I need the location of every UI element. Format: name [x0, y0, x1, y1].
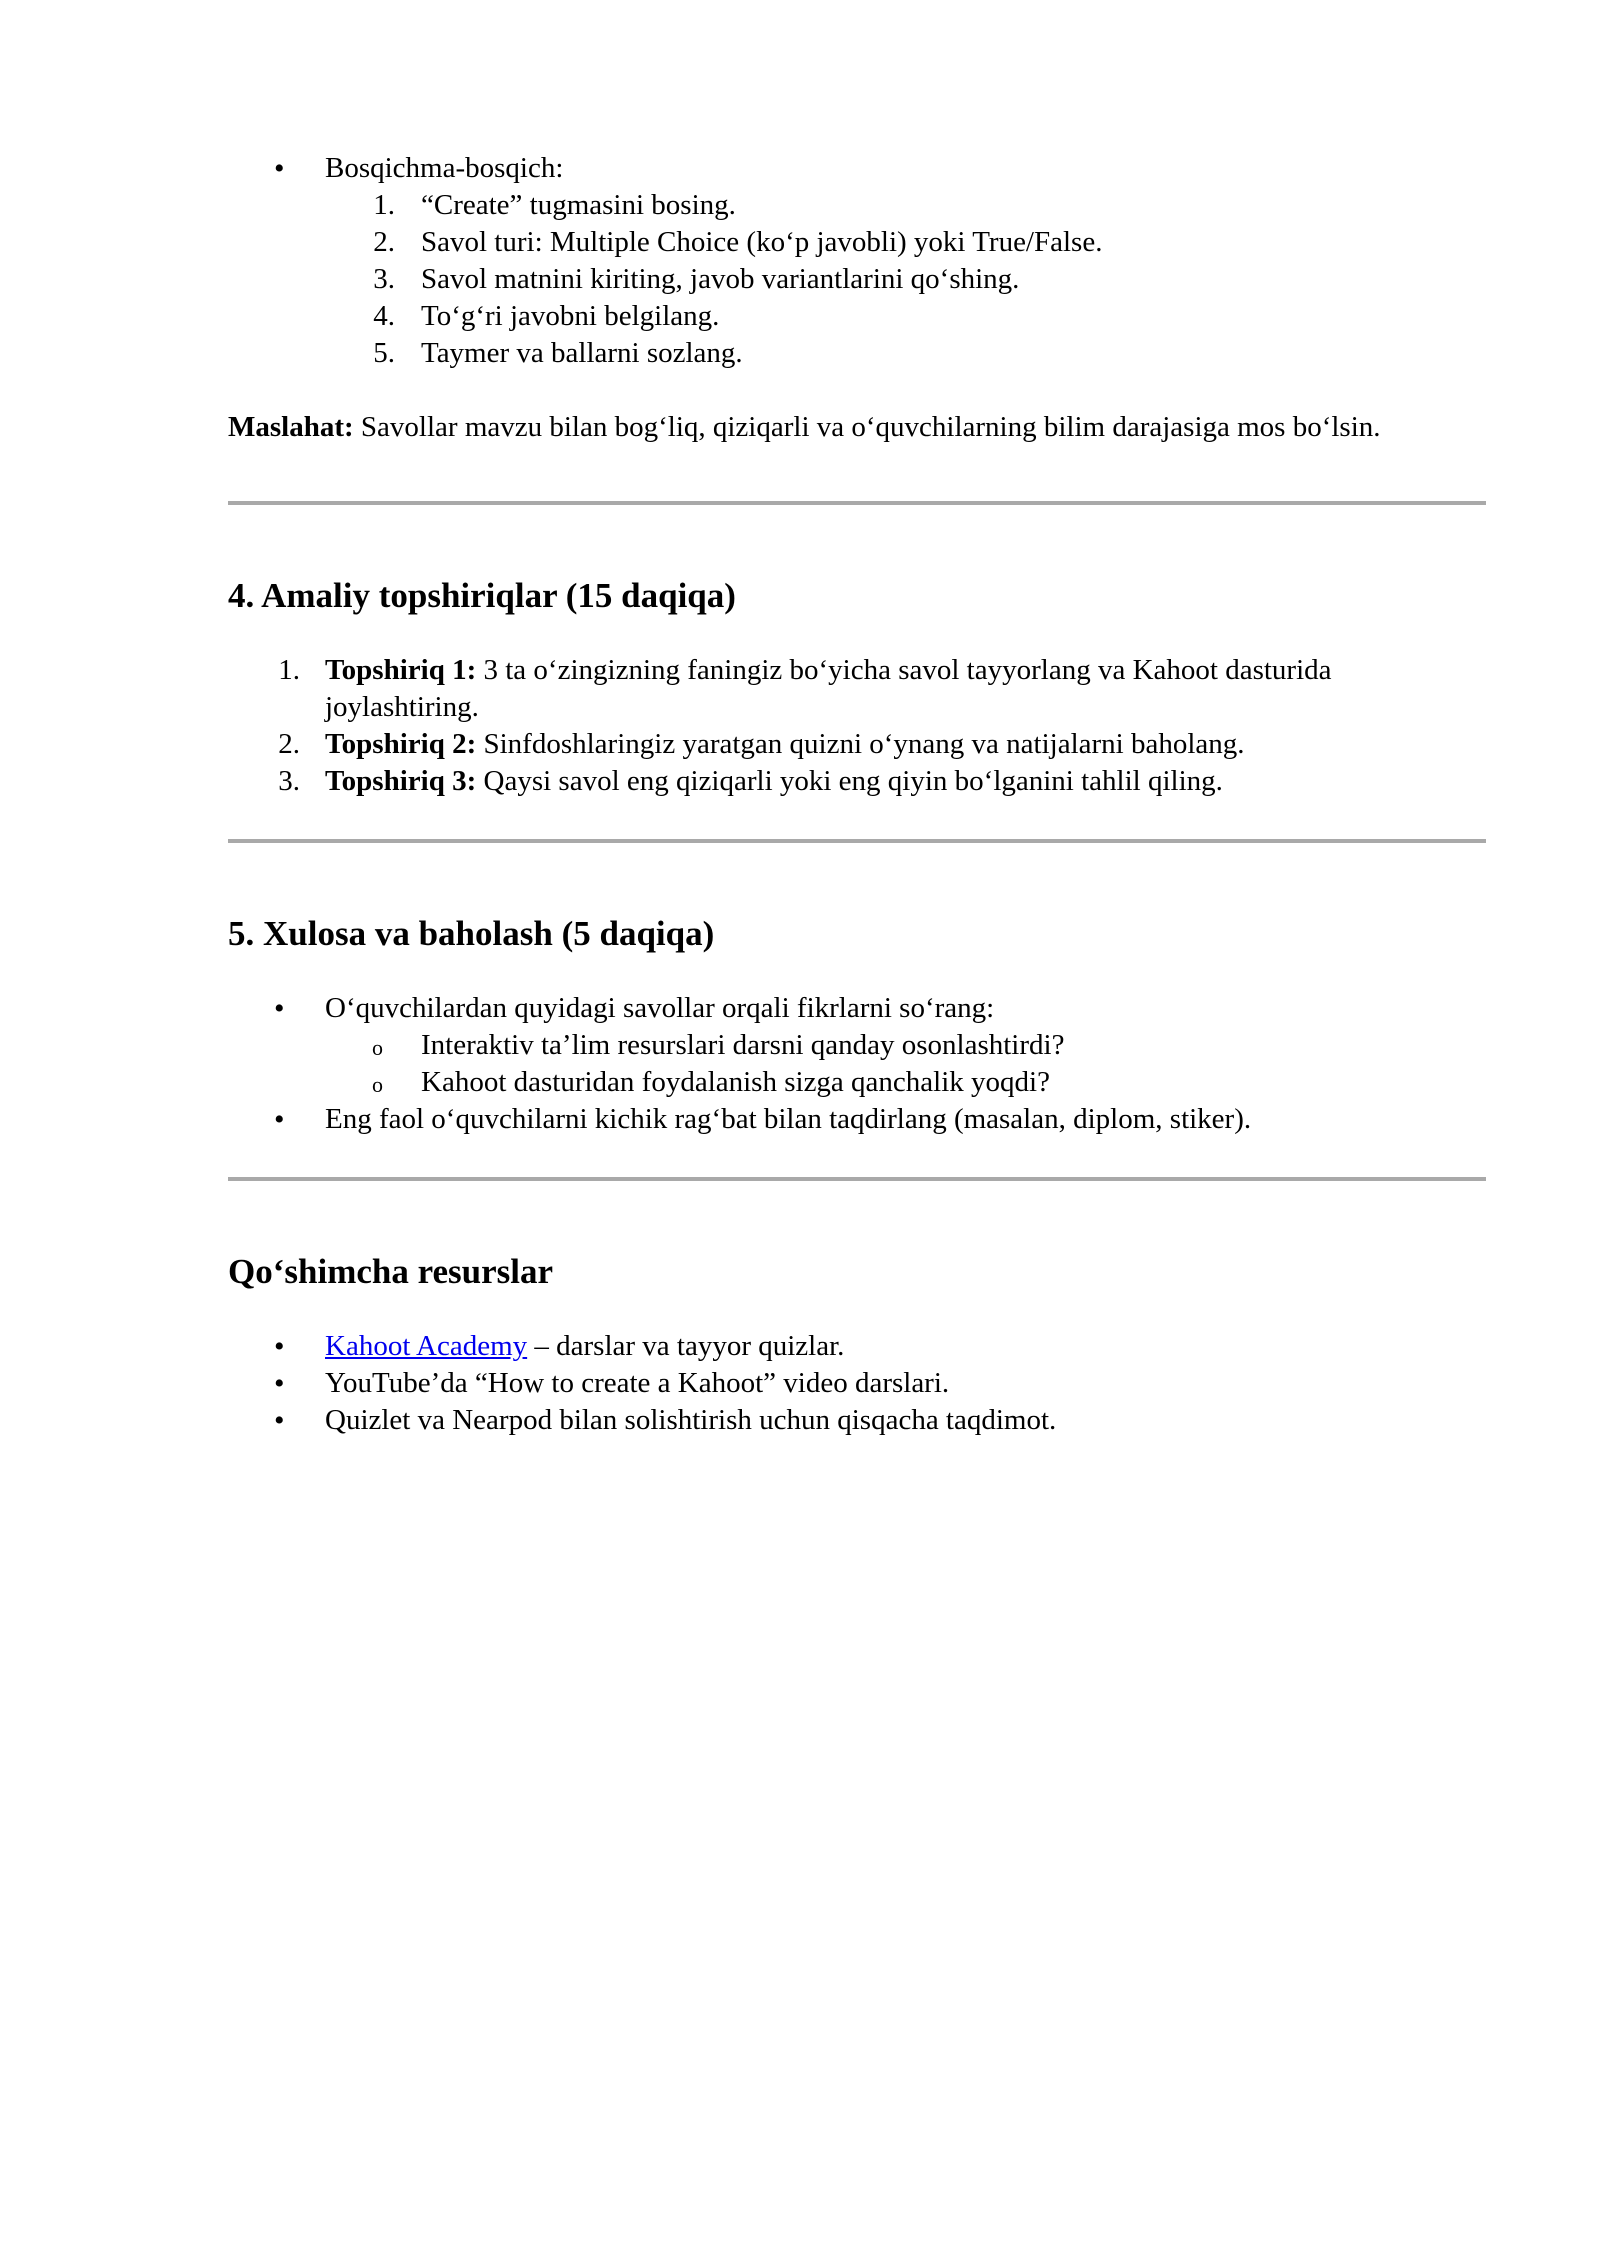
task-number: 3.: [278, 765, 300, 797]
step-number: 2.: [373, 226, 395, 258]
list-item-text: – darslar va tayyor quizlar.: [527, 1330, 845, 1362]
step-number: 4.: [373, 300, 395, 332]
tip-label: Maslahat:: [228, 411, 354, 443]
section-4-heading: 4. Amaliy topshiriqlar (15 daqiqa): [228, 576, 736, 615]
step-item: [325, 187, 1486, 224]
resources-heading: Qo‘shimcha resurslar: [228, 1252, 554, 1291]
tip-text: Savollar mavzu bilan bog‘liq, qiziqarli va o‘quvchilarning bilim darajasiga mos bo‘lsin.: [353, 411, 1381, 443]
question-item: [325, 1064, 1486, 1101]
intro-bullet-list: [228, 150, 1486, 187]
task-item: [228, 652, 1486, 726]
kahoot-academy-link[interactable]: Kahoot Academy: [325, 1330, 528, 1362]
step-item: [325, 298, 1486, 335]
bullet-icon: •: [274, 1404, 285, 1437]
list-item: [228, 1402, 1486, 1439]
task-label: Topshiriq 2:: [325, 728, 477, 760]
step-text: “Create” tugmasini bosing.: [421, 189, 736, 221]
step-text: Savol matnini kiriting, javob variantlarini qo‘shing.: [421, 263, 1020, 295]
list-item: [228, 1101, 1486, 1138]
step-item: [325, 261, 1486, 298]
steps-list: [325, 187, 1486, 372]
list-item-text: O‘quvchilardan quyidagi savollar orqali fikrlarni so‘rang:: [325, 992, 995, 1024]
list-item: [228, 990, 1486, 1027]
task-number: 2.: [278, 728, 300, 760]
step-text: Taymer va ballarni sozlang.: [421, 337, 743, 369]
task-text: Qaysi savol eng qiziqarli yoki eng qiyin bo‘lganini tahlil qiling.: [476, 765, 1223, 797]
step-item: [325, 224, 1486, 261]
step-number: 1.: [373, 189, 395, 221]
question-text: Kahoot dasturidan foydalanish sizga qanchalik yoqdi?: [421, 1066, 1050, 1098]
list-item-text: YouTube’da “How to create a Kahoot” video darslari.: [325, 1367, 950, 1399]
document-page: [228, 150, 1486, 1439]
step-text: Savol turi: Multiple Choice (ko‘p javobli) yoki True/False.: [421, 226, 1103, 258]
task-text: Sinfdoshlaringiz yaratgan quizni o‘ynang va natijalarni baholang.: [476, 728, 1245, 760]
circle-bullet-icon: o: [372, 1072, 383, 1097]
bullet-icon: •: [274, 1103, 285, 1136]
list-item: [228, 1365, 1486, 1402]
circle-bullet-icon: o: [372, 1035, 383, 1060]
section-divider: [228, 839, 1486, 843]
questions-list: [325, 1027, 1486, 1101]
list-item-text: Bosqichma-bosqich:: [325, 152, 564, 184]
question-text: Interaktiv ta’lim resurslari darsni qanday osonlashtirdi?: [421, 1029, 1065, 1061]
step-text: To‘g‘ri javobni belgilang.: [421, 300, 720, 332]
task-number: 1.: [278, 654, 300, 686]
task-item: [228, 763, 1486, 800]
list-item-text: Eng faol o‘quvchilarni kichik rag‘bat bilan taqdirlang (masalan, diplom, stiker).: [325, 1103, 1252, 1135]
section-divider: [228, 501, 1486, 505]
conclusion-list-continued: [228, 1101, 1486, 1138]
bullet-icon: •: [274, 992, 285, 1025]
section-5-heading: 5. Xulosa va baholash (5 daqiqa): [228, 914, 715, 953]
list-item: [228, 150, 1486, 187]
step-item: [325, 335, 1486, 372]
tasks-list: [228, 652, 1486, 800]
step-number: 3.: [373, 263, 395, 295]
step-number: 5.: [373, 337, 395, 369]
bullet-icon: •: [274, 152, 285, 185]
task-item: [228, 726, 1486, 763]
section-divider: [228, 1177, 1486, 1181]
conclusion-list: [228, 990, 1486, 1027]
list-item-text: Quizlet va Nearpod bilan solishtirish uchun qisqacha taqdimot.: [325, 1404, 1057, 1436]
resources-list: [228, 1328, 1486, 1439]
bullet-icon: •: [274, 1367, 285, 1400]
task-label: Topshiriq 1:: [325, 654, 477, 686]
task-label: Topshiriq 3:: [325, 765, 477, 797]
task-text: 3 ta o‘zingizning faningiz bo‘yicha savol tayyorlang va Kahoot dasturida joylashtiring.: [325, 654, 1332, 723]
bullet-icon: •: [274, 1330, 285, 1363]
list-item: [228, 1328, 1486, 1365]
tip-paragraph: [228, 409, 1486, 446]
question-item: [325, 1027, 1486, 1064]
